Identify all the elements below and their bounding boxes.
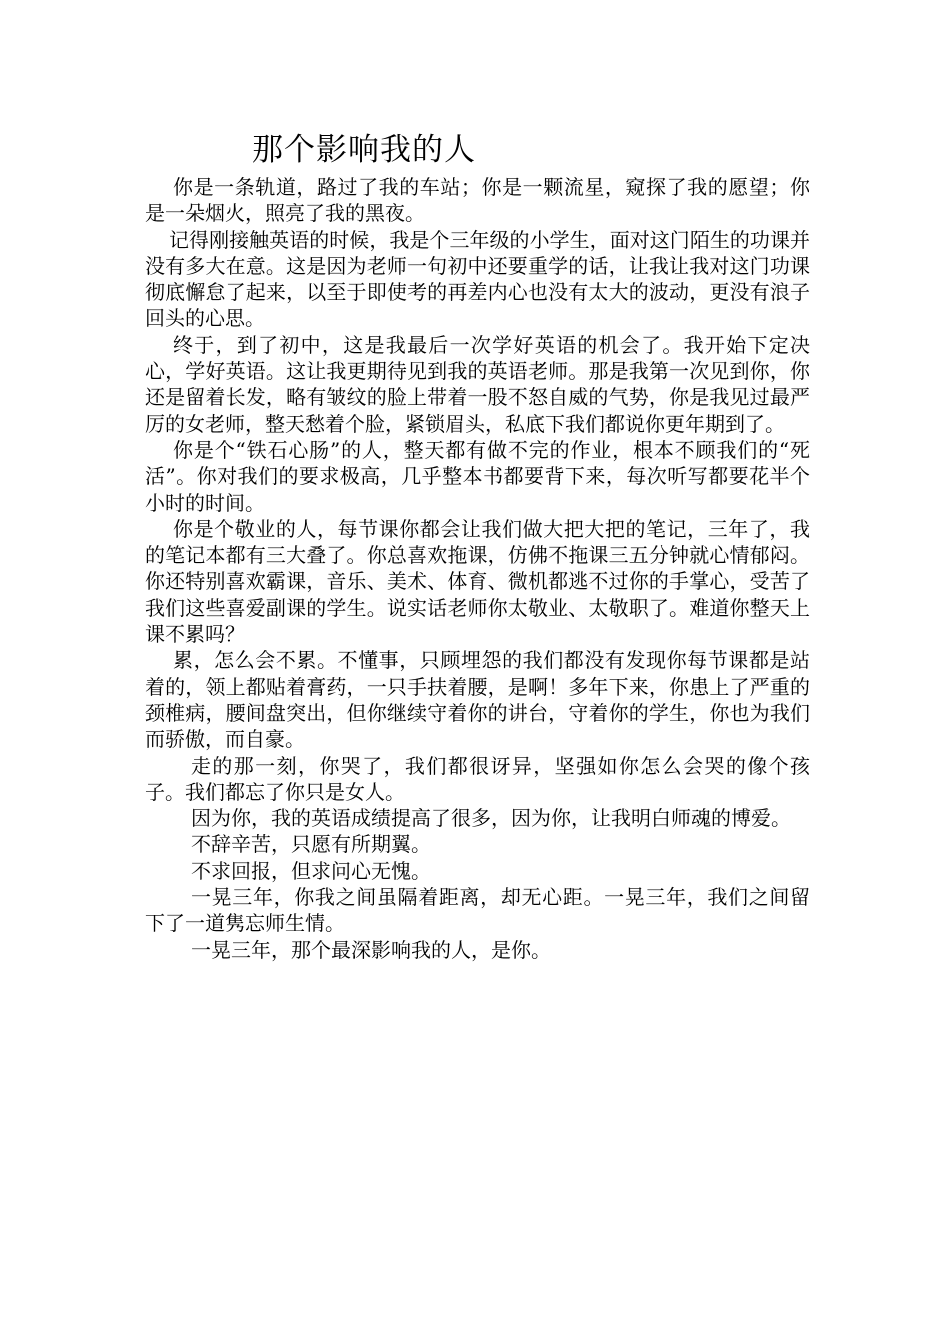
essay-title: 那个影响我的人	[252, 132, 476, 168]
paragraph-9: 不辞辛苦，只愿有所期翼。	[191, 832, 431, 857]
paragraph-4: 你是个“铁石心肠”的人，整天都有做不完的作业，根本不顾我们的“死活”。你对我们的要求极高，几乎整本书都要背下来，每次听写都要花半个小时的时间。	[145, 437, 810, 515]
essay-body	[145, 174, 810, 963]
paragraph-2: 记得刚接触英语的时候，我是个三年级的小学生，面对这门陌生的功课并没有多大在意。这是因为老师一句初中还要重学的话，让我让我对这门功课彻底懈怠了起来，以至于即使考的再差内心也没有太大的波动，更没有浪子回头的心思。	[145, 227, 810, 331]
paragraph-5: 你是个敬业的人，每节课你都会让我们做大把大把的笔记，三年了，我的笔记本都有三大叠了。你总喜欢拖课，仿佛不拖课三五分钟就心情郁闷。你还特别喜欢霸课，音乐、美术、体育、微机都逃不过你的手掌心，受苦了我们这些喜爱副课的学生。说实话老师你太敬业、太敬职了。难道你整天上课不累吗？	[145, 516, 810, 647]
paragraph-10: 不求回报，但求问心无愧。	[191, 858, 431, 883]
paragraph-1: 你是一条轨道，路过了我的车站；你是一颗流星，窥探了我的愿望；你是一朵烟火，照亮了我的黑夜。	[145, 175, 810, 226]
paragraph-12: 一晃三年，那个最深影响我的人，是你。	[191, 937, 551, 962]
paragraph-11: 一晃三年，你我之间虽隔着距离，却无心距。一晃三年，我们之间留下了一道隽忘师生情。	[145, 885, 810, 936]
paragraph-3: 终于，到了初中，这是我最后一次学好英语的机会了。我开始下定决心，学好英语。这让我更期待见到我的英语老师。那是我第一次见到你，你还是留着长发，略有皱纹的脸上带着一股不怒自威的气势，你是我见过最严厉的女老师，整天愁着个脸，紧锁眉头，私底下我们都说你更年期到了。	[145, 332, 810, 436]
paragraph-8: 因为你，我的英语成绩提高了很多，因为你，让我明白师魂的博爱。	[191, 806, 791, 831]
paragraph-6: 累，怎么会不累。不懂事，只顾埋怨的我们都没有发现你每节课都是站着的，领上都贴着膏药，一只手扶着腰，是啊！多年下来，你患上了严重的颈椎病，腰间盘突出，但你继续守着你的讲台，守着你的学生，你也为我们而骄傲，而自豪。	[145, 648, 810, 752]
paragraph-7: 走的那一刻，你哭了，我们都很讶异，坚强如你怎么会哭的像个孩子。我们都忘了你只是女人。	[145, 753, 810, 804]
